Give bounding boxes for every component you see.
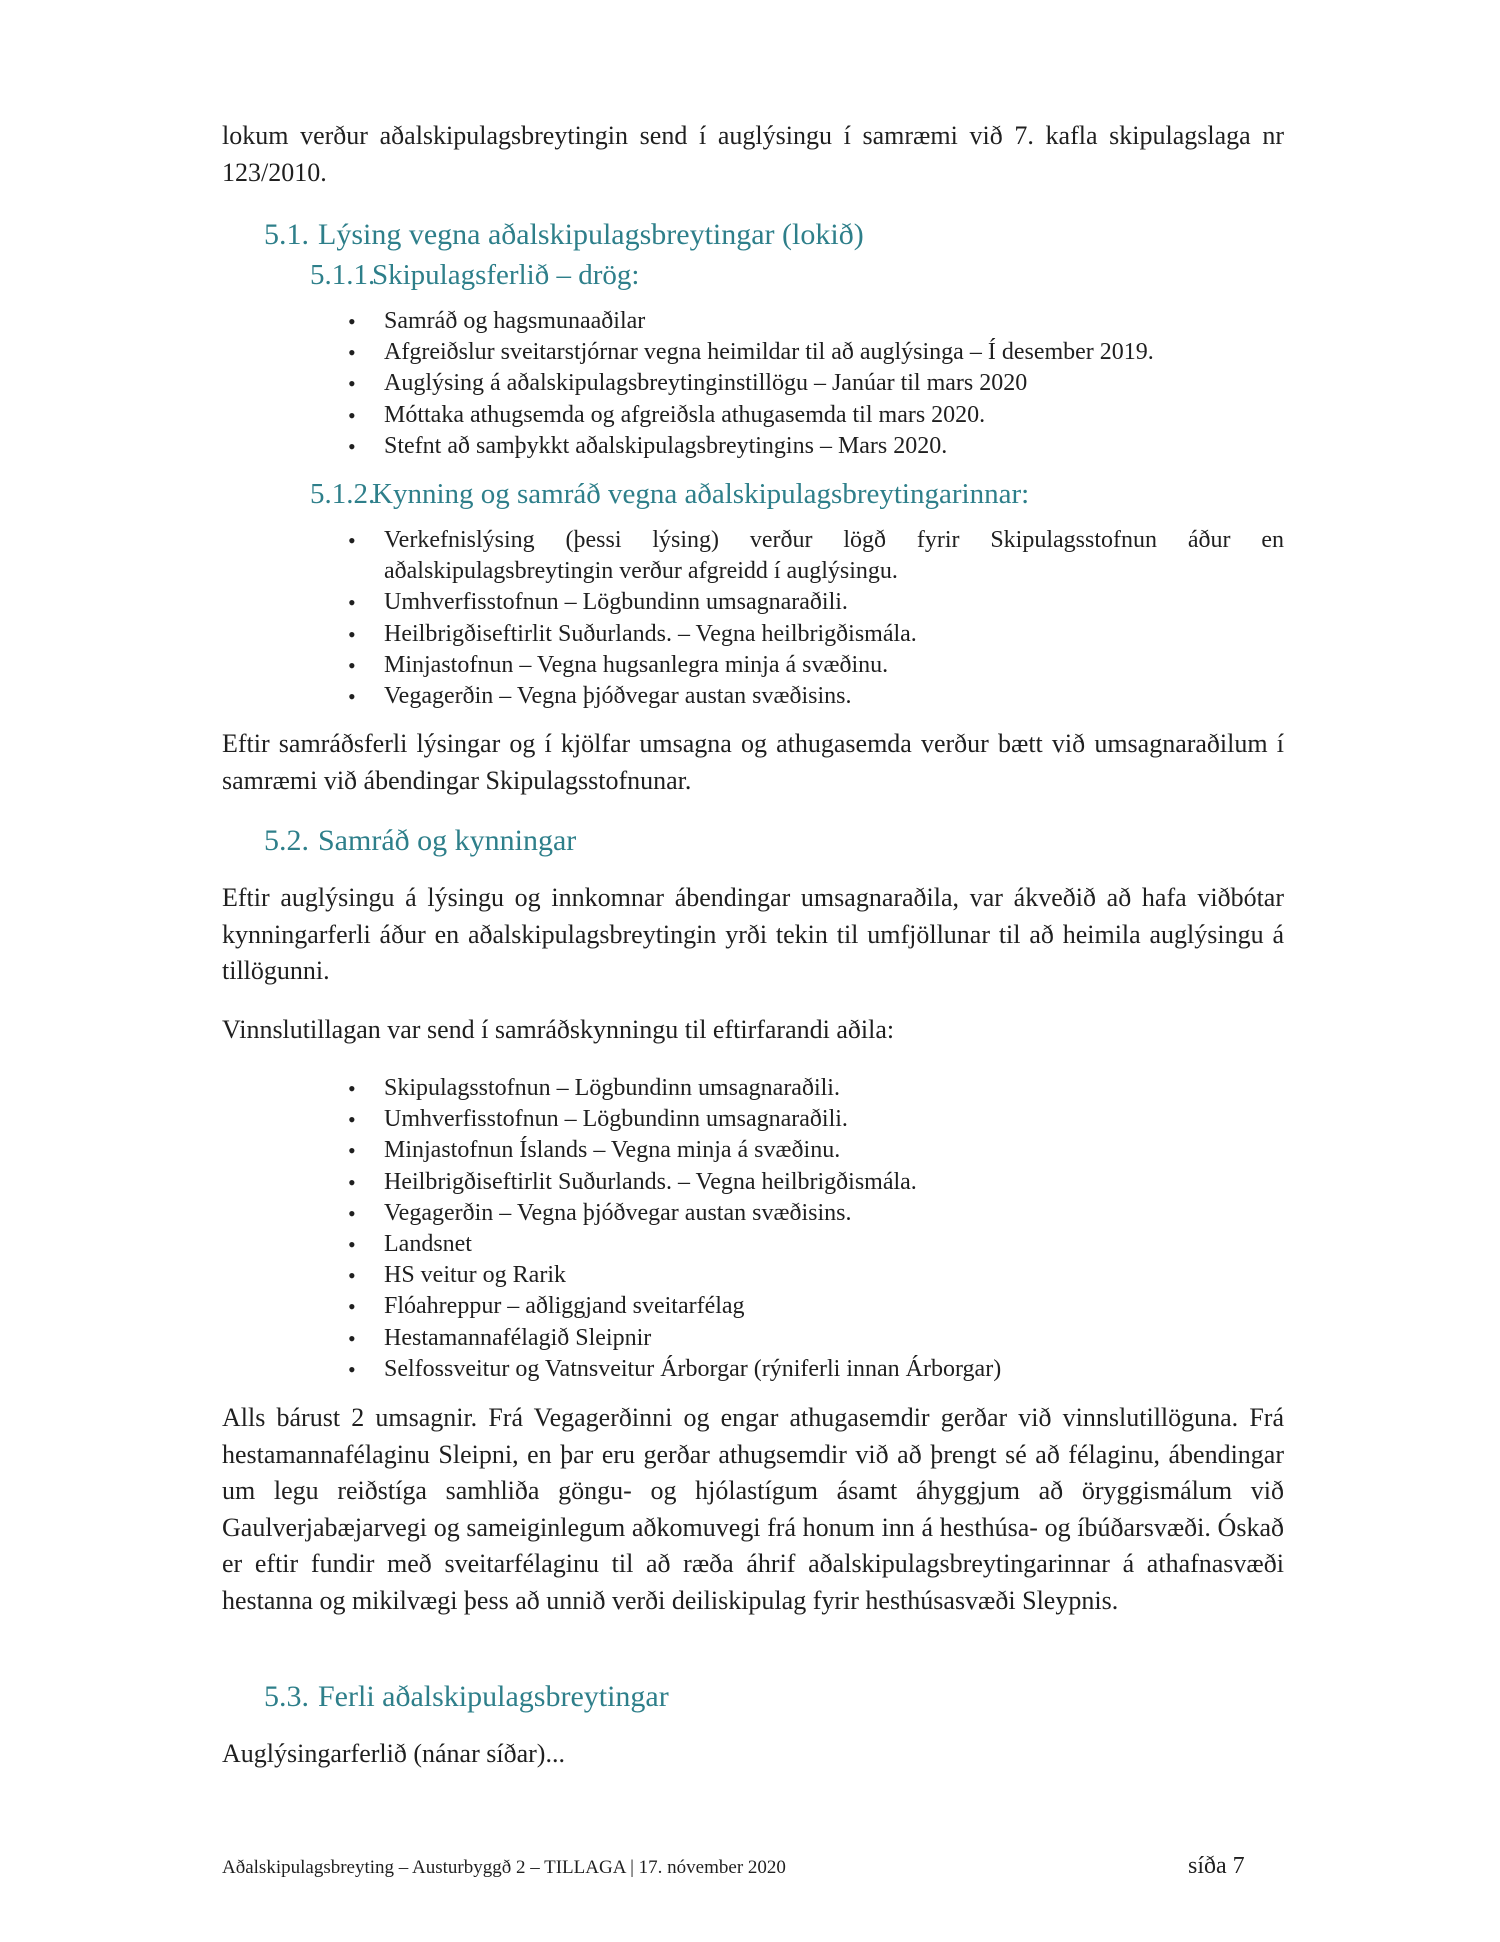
page-number: síða 7 xyxy=(1188,1853,1245,1879)
list-5-1-1 xyxy=(348,306,1284,462)
list-item: • Hestamannafélagið Sleipnir xyxy=(384,1323,1284,1354)
bullet-icon: • xyxy=(348,309,356,334)
bullet-icon: • xyxy=(348,1356,356,1382)
paragraph-5-2-1: Eftir auglýsingu á lýsingu og innkomnar ábendingar umsagnaraðila, var ákveðið að hafa viðbótar kynningarferli áður en aðalskipulagsbreytingin yrði tekin til umfjöllunar til að heimila auglýsingu á tillögunni. xyxy=(222,883,1284,985)
bullet-icon: • xyxy=(348,371,356,397)
list-item: • Skipulagsstofnun – Lögbundinn umsagnaraðili. xyxy=(384,1073,1284,1104)
list-item: • Umhverfisstofnun – Lögbundinn umsagnaraðili. xyxy=(384,1104,1284,1135)
heading-5-3-number: 5.3. xyxy=(264,1680,309,1713)
heading-5-1-1-title: Skipulagsferlið – drög: xyxy=(372,259,640,291)
list-item: • Vegagerðin – Vegna þjóðvegar austan svæðisins. xyxy=(384,1198,1284,1229)
intro-paragraph: lokum verður aðalskipulagsbreytingin send í auglýsingu í samræmi við 7. kafla skipulagslaga nr 123/2010. xyxy=(222,121,1284,187)
list-item: • Minjastofnun – Vegna hugsanlegra minja á svæðinu. xyxy=(384,650,1284,681)
bullet-icon: • xyxy=(348,1263,356,1289)
bullet-icon: • xyxy=(348,1169,356,1195)
heading-5-1-2-number: 5.1.2. xyxy=(310,478,376,510)
list-item: • Umhverfisstofnun – Lögbundinn umsagnaraðili. xyxy=(384,587,1284,618)
heading-5-1-title: Lýsing vegna aðalskipulagsbreytingar (lokið) xyxy=(318,218,864,251)
list-item: • Samráð og hagsmunaaðilar xyxy=(384,306,1284,337)
list-item: • Heilbrigðiseftirlit Suðurlands. – Vegna heilbrigðismála. xyxy=(384,1167,1284,1198)
bullet-icon: • xyxy=(348,652,356,678)
heading-5-1-1 xyxy=(310,259,639,292)
bullet-icon: • xyxy=(348,1200,356,1226)
heading-5-1-1-number: 5.1.1. xyxy=(310,259,376,291)
list-item: • Móttaka athugsemda og afgreiðsla athugasemda til mars 2020. xyxy=(384,400,1284,431)
list-item: • Stefnt að samþykkt aðalskipulagsbreytingins – Mars 2020. xyxy=(384,431,1284,462)
bullet-icon: • xyxy=(348,340,356,366)
bullet-icon: • xyxy=(348,621,356,647)
list-item: • Vegagerðin – Vegna þjóðvegar austan svæðisins. xyxy=(384,681,1284,712)
list-item: • Afgreiðslur sveitarstjórnar vegna heimildar til að auglýsinga – Í desember 2019. xyxy=(384,337,1284,368)
bullet-icon: • xyxy=(348,590,356,616)
heading-5-3-title: Ferli aðalskipulagsbreytingar xyxy=(318,1680,669,1713)
heading-5-1 xyxy=(264,218,864,252)
bullet-icon: • xyxy=(348,433,356,459)
list-item: • Landsnet xyxy=(384,1229,1284,1260)
paragraph-5-2-2: Vinnslutillagan var send í samráðskynningu til eftirfarandi aðila: xyxy=(222,1015,895,1044)
list-item: • Selfossveitur og Vatnsveitur Árborgar (rýniferli innan Árborgar) xyxy=(384,1354,1284,1385)
bullet-icon: • xyxy=(348,1076,356,1101)
paragraph-after-5-1-2: Eftir samráðsferli lýsingar og í kjölfar umsagna og athugasemda verður bætt við umsagnaraðilum í samræmi við ábendingar Skipulagsstofnunar. xyxy=(222,729,1284,795)
bullet-icon: • xyxy=(348,1232,356,1258)
bullet-icon: • xyxy=(348,1138,356,1164)
heading-5-1-number: 5.1. xyxy=(264,218,309,251)
bullet-icon: • xyxy=(348,402,356,428)
list-item: • Heilbrigðiseftirlit Suðurlands. – Vegna heilbrigðismála. xyxy=(384,619,1284,650)
paragraph-5-3: Auglýsingarferlið (nánar síðar)... xyxy=(222,1739,565,1768)
heading-5-2-number: 5.2. xyxy=(264,824,309,857)
heading-5-1-2 xyxy=(310,478,1029,511)
bullet-icon: • xyxy=(348,1107,356,1133)
bullet-icon: • xyxy=(348,528,356,553)
list-5-2 xyxy=(348,1073,1284,1385)
heading-5-1-2-title: Kynning og samráð vegna aðalskipulagsbreytingarinnar: xyxy=(372,478,1030,510)
heading-5-2-title: Samráð og kynningar xyxy=(318,824,577,857)
list-5-1-2 xyxy=(348,525,1284,712)
footer-text: Aðalskipulagsbreyting – Austurbyggð 2 – TILLAGA | 17. nóvember 2020 xyxy=(222,1857,786,1878)
bullet-icon: • xyxy=(348,1294,356,1320)
list-item: • Flóahreppur – aðliggjand sveitarfélag xyxy=(384,1291,1284,1322)
list-item: • HS veitur og Rarik xyxy=(384,1260,1284,1291)
heading-5-3 xyxy=(264,1680,669,1714)
paragraph-5-2-3: Alls bárust 2 umsagnir. Frá Vegagerðinni og engar athugasemdir gerðar við vinnslutillöguna. Frá hestamannafélaginu Sleipni, en þar eru gerðar athugsemdir við að þrengt sé að félaginu, ábendingar um legu reiðstíga samhliða göngu- og hjólastígum ásamt áhyggjum að öryggismálum við Gaulverjabæjarvegi og sameiginlegum aðkomuvegi frá honum inn á hesthúsa- og íbúðarsvæði. Óskað er eftir fundir með sveitarfélaginu til að ræða áhrif aðalskipulagsbreytingarinnar á athafnasvæði hestanna og mikilvægi þess að unnið verði deiliskipulag fyrir hesthúsasvæði Sleypnis. xyxy=(222,1403,1284,1615)
list-item: • Minjastofnun Íslands – Vegna minja á svæðinu. xyxy=(384,1135,1284,1166)
list-item: • Auglýsing á aðalskipulagsbreytinginstillögu – Janúar til mars 2020 xyxy=(384,368,1284,399)
bullet-icon: • xyxy=(348,1325,356,1351)
heading-5-2 xyxy=(264,824,576,858)
list-item: • Verkefnislýsing (þessi lýsing) verður lögð fyrir Skipulagsstofnun áður en aðalskipulagsbreytingin verður afgreidd í auglýsingu. xyxy=(348,527,1284,585)
bullet-icon: • xyxy=(348,684,356,710)
